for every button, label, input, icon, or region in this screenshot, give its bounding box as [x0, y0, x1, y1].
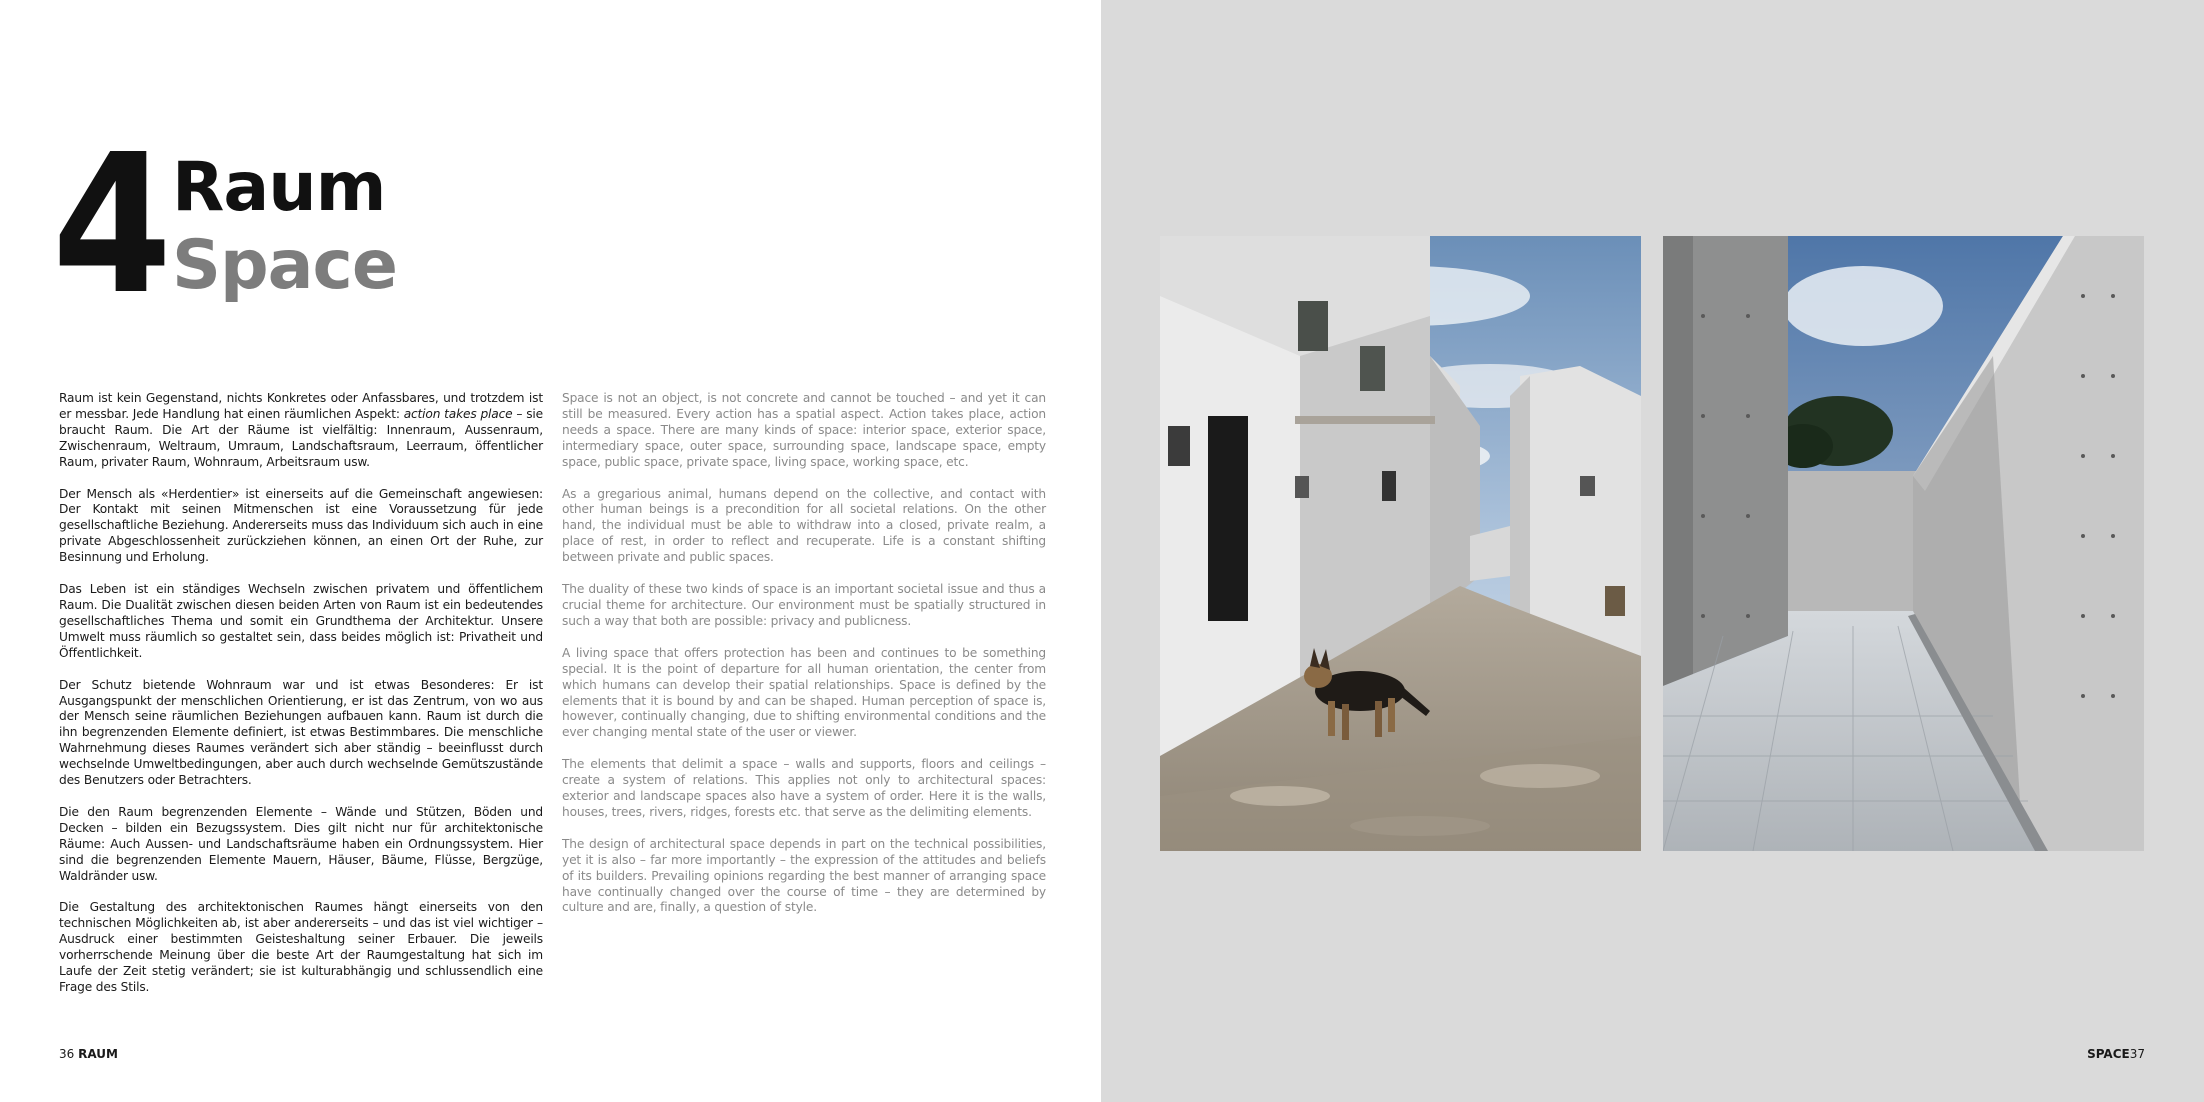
english-paragraph-6: The design of architectural space depends in part on the technical possibilities, yet it is also – far more importantly – the expression of the attitudes and beliefs of its builders. Prevailing opinions regarding the best manner of arranging space have continually changed over the course of time – they are determined by culture and are, finally, a question of style.: [562, 836, 1046, 915]
right-page-number: 37: [2129, 1047, 2145, 1061]
english-paragraph-2: As a gregarious animal, humans depend on the collective, and contact with other human beings is a precondition for all societal relations. On the other hand, the individual must be able to withdraw into a closed, private realm, a place of rest, in order to reflect and recuperate. Life is a constant shifting between private and public spaces.: [562, 486, 1046, 565]
english-paragraph-4: A living space that offers protection has been and continues to be something special. It is the point of departure for all human orientation, the center from which humans can develop their spatial relationships. Space is defined by the elements that it is bound by and can be shaped. Human perception of space is, however, continually changing, due to shifting environmental conditions and the ever changing mental state of the user or viewer.: [562, 645, 1046, 740]
german-paragraph-6: Die Gestaltung des architektonischen Raumes hängt einerseits von den technischen Möglichkeiten ab, ist aber andererseits – und das ist viel wichtiger – Ausdruck einer bestimmten Geisteshaltung seiner Erbauer. Die jeweils vorherrschende Meinung über die beste Art der Raumgestaltung hat sich im Laufe der Zeit stetig verändert; sie ist kulturabhängig und schlussendlich eine Frage des Stils.: [59, 900, 543, 994]
right-page-folio: [2087, 1047, 2145, 1061]
left-page-number: 36: [59, 1047, 75, 1061]
german-paragraph-2: Der Mensch als «Herdentier» ist einerseits auf die Gemeinschaft angewiesen: Der Kontakt mit seinen Mitmenschen ist eine Voraussetzung für jede gesellschaftliche Beziehung. Andererseits muss das Individuum sich auch in eine private Abgeschlossenheit zurückziehen können, an einen Ort der Ruhe, zur Besinnung und Erholung.: [59, 486, 543, 565]
street-photo-image: [1160, 236, 1641, 851]
concrete-corridor-photo-image: [1663, 236, 2144, 851]
english-paragraph-3: The duality of these two kinds of space is an important societal issue and thus a crucial theme for architecture. Our environment must be spatially structured in such a way that both are possible: privacy and publicness.: [562, 582, 1046, 628]
german-paragraph-1-text-a: Raum ist kein Gegenstand, nichts Konkretes oder Anfassbares, und trotzdem ist er messbar. Jede Handlung hat einen räumlichen Aspekt:: [59, 391, 543, 421]
left-page: [0, 0, 1101, 1102]
english-paragraph-5: The elements that delimit a space – walls and supports, floors and ceilings – create a system of relations. This applies not only to architectural spaces: exterior and landscape spaces also have a system of order. Here it is the walls, houses, trees, rivers, ridges, forests etc. that serve as the delimiting elements.: [562, 757, 1046, 819]
german-paragraph-1: [59, 391, 543, 471]
english-text-column: [562, 391, 1046, 932]
chapter-number: 4: [52, 114, 167, 337]
german-paragraph-1-emphasis: action takes place: [403, 406, 513, 421]
concrete-corridor-photo: [1663, 236, 2144, 851]
street-photo: [1160, 236, 1641, 851]
chapter-title-german: Raum: [172, 148, 386, 227]
german-paragraph-4: Der Schutz bietende Wohnraum war und ist etwas Besonderes: Er ist Ausgangspunkt der menschlichen Orientierung, er ist das Zentrum, von wo aus der Mensch seine räumlichen Beziehungen aufbauen kann. Raum ist durch die ihn begrenzenden Elemente definiert, ist etwas Bestimmbares. Die menschliche Wahrnehmung dieses Raumes verändert sich aber ständig – beeinflusst durch wechselnde Umweltbedingungen, aber auch durch wechselnde Gemütszustände des Benutzers oder Betrachters.: [59, 677, 543, 788]
right-running-head: SPACE: [2087, 1047, 2130, 1061]
english-paragraph-1: Space is not an object, is not concrete and cannot be touched – and yet it can still be measured. Every action has a spatial aspect. Action takes place, action needs a space. There are many kinds of space: interior space, exterior space, intermediary space, outer space, surrounding space, landscape space, empty space, public space, private space, living space, working space, etc.: [562, 391, 1046, 469]
german-paragraph-3: Das Leben ist ein ständiges Wechseln zwischen privatem und öffentlichem Raum. Die Dualität zwischen diesen beiden Arten von Raum ist ein bedeutendes gesellschaftliches Thema und somit ein Grundthema der Architektur. Unsere Umwelt muss räumlich so gestaltet sein, dass beides möglich ist: Privatheit und Öffentlichkeit.: [59, 582, 543, 660]
german-text-column: [59, 391, 543, 1012]
german-paragraph-5: Die den Raum begrenzenden Elemente – Wände und Stützen, Böden und Decken – bilden ein Bezugssystem. Dies gilt nicht nur für architektonische Räume: Auch Aussen- und Landschaftsräume haben ein Ordnungssystem. Hier sind die begrenzenden Elemente Mauern, Häuser, Bäume, Flüsse, Bergzüge, Waldränder usw.: [59, 804, 543, 883]
german-paragraph-1-text-b: – sie braucht Raum. Die Art der Räume ist vielfältig: Innenraum, Aussenraum, Zwischenraum, Weltraum, Umraum, Landschaftsraum, Leerraum, öffentlicher Raum, privater Raum, Wohnraum, Arbeitsraum usw.: [59, 406, 543, 469]
left-page-folio: [59, 1047, 118, 1061]
chapter-title-english: Space: [172, 226, 397, 305]
left-running-head: RAUM: [78, 1047, 118, 1061]
